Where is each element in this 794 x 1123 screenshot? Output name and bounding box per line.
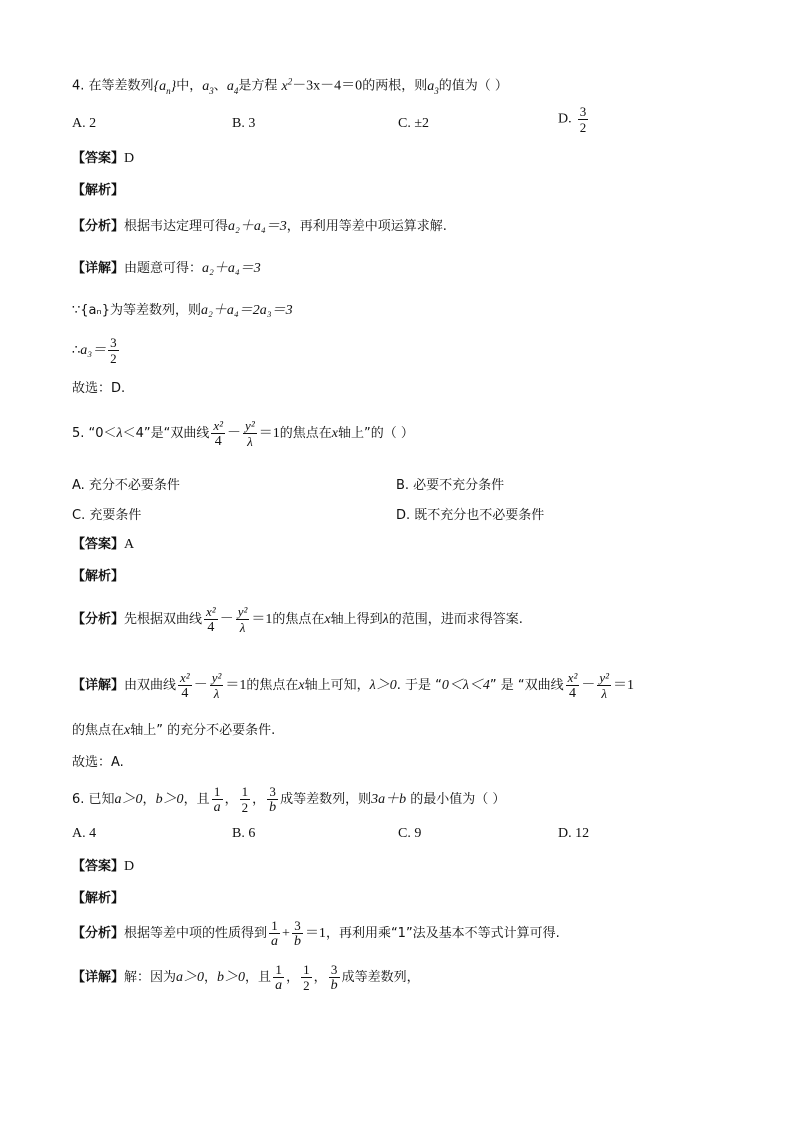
stem-text: ＜4”是“双曲线 — [122, 426, 210, 441]
fraction — [273, 962, 284, 993]
fraction — [178, 670, 192, 701]
fraction — [292, 918, 303, 949]
minus: － — [581, 678, 596, 693]
denominator: λ — [213, 686, 220, 701]
text: 先根据双曲线 — [124, 612, 203, 627]
fraction — [212, 784, 223, 815]
numerator: 1 — [273, 962, 284, 978]
option-label: D. — [558, 111, 572, 127]
equation: a₂＋a₄＝3 — [202, 261, 261, 276]
q6-option-d: D. 12 — [558, 826, 590, 841]
denominator: λ — [239, 620, 246, 635]
numerator: 3 — [110, 335, 117, 350]
equals-one: ＝1 — [613, 678, 635, 693]
text: 根据韦达定理可得 — [124, 219, 229, 234]
a3: a — [202, 78, 210, 94]
equals-one: ＝1 — [251, 612, 273, 627]
inequality: 0＜λ＜4 — [441, 678, 490, 693]
denominator: b — [269, 800, 277, 815]
denominator: a — [271, 934, 279, 949]
seq-end: } — [170, 78, 177, 94]
numerator: x² — [213, 418, 224, 433]
q5-answer — [72, 536, 134, 554]
answer-value: A — [124, 537, 135, 552]
q6-option-c: C. 9 — [398, 826, 422, 841]
denominator: a — [213, 800, 221, 815]
comma: ， — [142, 792, 156, 807]
seq-sub: n — [166, 85, 171, 96]
numerator: y² — [599, 670, 610, 685]
equation: a₂＋a₄＝3 — [228, 219, 287, 234]
q5-option-c: C. 充要条件 — [72, 508, 142, 523]
therefore-symbol: ∴ — [72, 343, 81, 358]
q6-option-b: B. 6 — [232, 826, 256, 841]
equals-one: ＝1 — [225, 678, 247, 693]
numerator: 3 — [267, 784, 278, 800]
text: 轴上可知， — [304, 678, 370, 693]
fenxi-tag: 【分析】 — [72, 612, 125, 627]
q5-fenxi — [72, 600, 523, 640]
inequality: a＞0 — [114, 792, 143, 807]
q4-answer — [72, 150, 134, 168]
denominator: 4 — [569, 686, 576, 701]
fraction — [108, 335, 119, 366]
equals-one: ＝1 — [258, 426, 280, 441]
comma: ， — [204, 970, 218, 985]
q6-xiangjie — [72, 958, 420, 998]
stem-text: 5. “0＜ — [72, 426, 117, 441]
q5-xiangjie-cont — [72, 722, 275, 740]
fenxi-tag: 【分析】 — [72, 219, 125, 234]
xiangjie-tag: 【详解】 — [72, 970, 125, 985]
q6-fenxi: 【分析】根据等差中项的性质得到 $\frac{1}{a}$ + $\frac{3}{b}$ ＝1，再利用乘“1”法及基本不等式计算可得. — [72, 918, 560, 949]
fraction — [269, 918, 280, 949]
numerator: 1 — [212, 784, 223, 800]
stem-text: 是方程 — [238, 78, 278, 94]
answer-tag: 【答案】 — [72, 537, 125, 552]
fenxi-tag: 【分析】 — [72, 926, 125, 941]
equals-one: ＝1 — [304, 926, 326, 941]
inequality: λ＞0 — [369, 678, 397, 693]
question-number: 4. — [72, 78, 85, 94]
answer-tag: 【答案】 — [72, 151, 125, 166]
denominator: 2 — [241, 800, 249, 815]
q5-option-a: A. 充分不必要条件 — [72, 478, 180, 493]
text: 轴上” 的充分不必要条件. — [130, 723, 276, 738]
seq-symbol: {a — [153, 78, 167, 94]
text: 轴上得到 — [330, 612, 383, 627]
numerator: 3 — [329, 962, 340, 978]
answer-value: D — [124, 151, 135, 166]
q4-analysis-heading — [72, 182, 124, 200]
fraction — [240, 784, 251, 815]
numerator: y² — [211, 670, 222, 685]
a4-sub: 4 — [233, 85, 239, 96]
stem-text: 成等差数列，则 — [280, 792, 372, 807]
analysis-tag: 【解析】 — [72, 183, 125, 198]
q4-option-a: A. 2 — [72, 116, 97, 131]
q5-option-b: B. 必要不充分条件 — [396, 478, 505, 493]
text: ，再利用等差中项运算求解. — [286, 219, 447, 234]
comma: ， — [286, 970, 300, 985]
fraction — [578, 104, 589, 135]
equation: a₂＋a₄＝2a₃＝3 — [200, 303, 293, 318]
q4-option-c: C. ±2 — [398, 116, 430, 131]
numerator: x² — [180, 670, 190, 685]
minus: － — [193, 678, 208, 693]
minus: － — [227, 426, 242, 441]
x-axis: x — [331, 426, 338, 441]
text: 的焦点在 — [272, 612, 325, 627]
text: . 于是 “ — [396, 678, 442, 693]
text: 的焦点在 — [72, 723, 125, 738]
numerator: 3 — [292, 918, 303, 934]
stem-text: 的两根，则 — [362, 78, 428, 94]
answer-tag: 【答案】 — [72, 859, 125, 874]
denominator: 4 — [207, 620, 215, 635]
analysis-tag: 【解析】 — [72, 569, 125, 584]
q4-option-d — [558, 104, 590, 135]
q6-stem — [72, 780, 505, 820]
text: 解：因为 — [124, 970, 177, 985]
lambda: λ — [382, 612, 389, 627]
denominator: 4 — [214, 434, 222, 449]
stem-text: 的焦点在 — [279, 426, 332, 441]
q5-xiangjie — [72, 666, 634, 706]
xiangjie-tag: 【详解】 — [72, 678, 125, 693]
stem-text: 的最小值为（ ） — [406, 792, 506, 807]
q5-analysis-heading — [72, 568, 124, 586]
numerator: 1 — [303, 962, 310, 977]
fraction — [267, 784, 278, 815]
analysis-tag: 【解析】 — [72, 891, 125, 906]
fraction — [204, 604, 218, 635]
a4: a — [226, 78, 234, 94]
text: 的焦点在 — [246, 678, 299, 693]
text: 的范围，进而求得答案. — [388, 612, 523, 627]
q4-stem — [72, 72, 508, 99]
q4-step3 — [72, 334, 121, 368]
a3: a — [427, 78, 435, 94]
q6-answer — [72, 858, 134, 876]
numerator: x² — [206, 604, 216, 619]
stem-text: 的值为（ ） — [438, 78, 508, 94]
stem-text: 中， — [176, 78, 203, 94]
q5-stem — [72, 414, 414, 454]
denominator: 4 — [181, 686, 189, 701]
fraction — [243, 418, 257, 449]
text: ” 是 “双曲线 — [489, 678, 564, 693]
text: 由双曲线 — [124, 678, 177, 693]
eq-x: x — [281, 78, 288, 94]
denominator: 2 — [579, 120, 587, 135]
comma: ， — [252, 792, 266, 807]
fraction — [236, 604, 250, 635]
expression: 3a＋b — [371, 792, 407, 807]
a3-sub: 3 — [434, 85, 439, 96]
numerator: 1 — [269, 918, 280, 934]
comma: ， — [313, 970, 327, 985]
answer-value: D — [124, 859, 135, 874]
q4-fenxi — [72, 218, 447, 236]
denominator: λ — [601, 686, 607, 701]
inequality: a＞0 — [176, 970, 205, 985]
a3-sub: 3 — [209, 85, 214, 96]
lambda: λ — [116, 426, 123, 441]
comma: ， — [224, 792, 238, 807]
denominator: λ — [247, 434, 253, 449]
text: ，再利用乘“1”法及基本不等式计算可得. — [325, 926, 560, 941]
fraction — [597, 670, 611, 701]
fraction — [210, 670, 224, 701]
stem-text: ，且 — [183, 792, 210, 807]
x-axis: x — [124, 723, 131, 738]
text: 成等差数列， — [341, 970, 420, 985]
stem-text: 在等差数列 — [88, 78, 154, 94]
denominator: 2 — [110, 351, 117, 366]
stem-text: 6. 已知 — [72, 792, 115, 807]
text: 根据等差中项的性质得到 — [124, 926, 268, 941]
fraction — [211, 418, 225, 449]
eq-pow: 2 — [287, 76, 293, 86]
inequality: b＞0 — [155, 792, 184, 807]
q6-option-a: A. 4 — [72, 826, 97, 841]
stem-text: 、 — [213, 78, 227, 94]
text: ，且 — [245, 970, 272, 985]
inequality: b＞0 — [217, 970, 246, 985]
fraction — [301, 962, 312, 993]
numerator: 1 — [241, 784, 249, 799]
text: ∵{aₙ}为等差数列，则 — [72, 303, 201, 318]
denominator: b — [330, 978, 338, 993]
denominator: a — [275, 978, 283, 993]
numerator: x² — [567, 670, 578, 685]
fraction — [329, 962, 340, 993]
q4-step2 — [72, 302, 293, 320]
q5-choose: 故选：A. — [72, 755, 124, 770]
q4-xiangjie — [72, 260, 261, 278]
numerator: y² — [237, 604, 248, 619]
x-axis: x — [298, 678, 305, 693]
eq-rest: －3x－4＝0 — [292, 78, 363, 94]
q4-option-b: B. 3 — [232, 116, 256, 131]
stem-text: 轴上”的（ ） — [337, 426, 414, 441]
text: 由题意可得： — [124, 261, 203, 276]
numerator: 3 — [579, 104, 587, 119]
equation: a₃＝ — [80, 343, 107, 358]
denominator: b — [293, 934, 301, 949]
q5-option-d: D. 既不充分也不必要条件 — [396, 508, 545, 523]
numerator: y² — [245, 418, 255, 433]
x-axis: x — [324, 612, 331, 627]
q4-choose: 故选：D. — [72, 381, 126, 396]
denominator: 2 — [303, 978, 310, 993]
minus: － — [219, 612, 234, 627]
fraction — [566, 670, 580, 701]
xiangjie-tag: 【详解】 — [72, 261, 125, 276]
q6-analysis-heading — [72, 890, 124, 908]
